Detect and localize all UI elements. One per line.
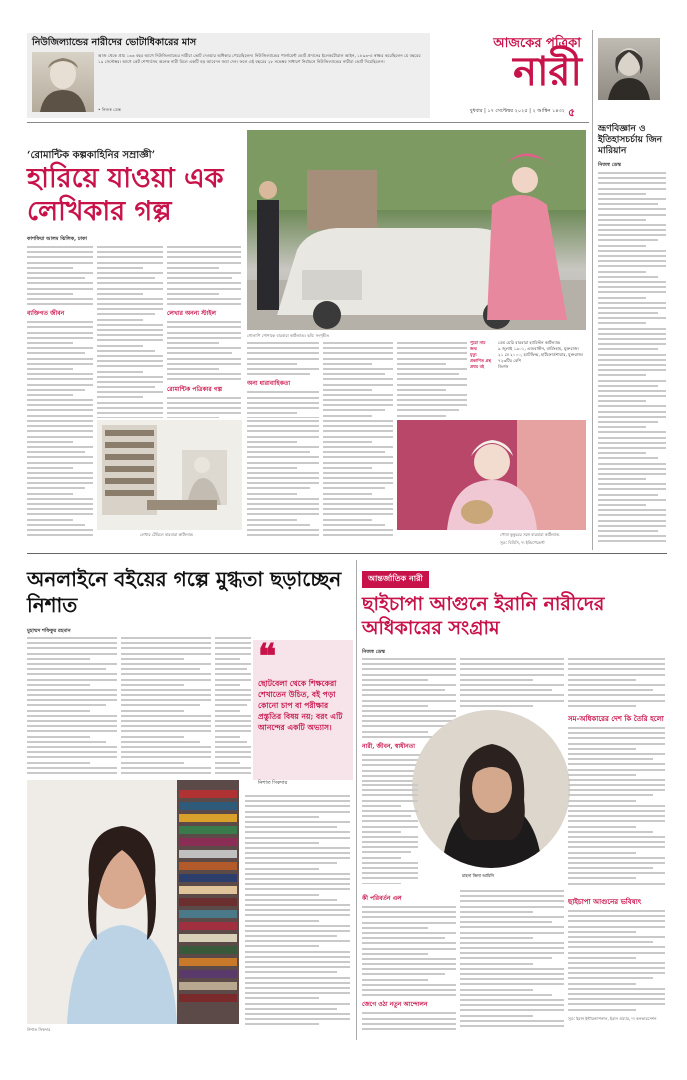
- infobox-row: প্রকাশিত গ্রন্থ ৭২৩টির বেশি: [470, 358, 521, 363]
- dateline: বুধবার | ১৭ সেপ্টেম্বর ২০২৫ | ২ আশ্বিন ১৪৩২: [469, 108, 565, 114]
- infobox-row: মৃত্যু ২১ মে ২০০০, হ্যাটফিল্ড, হার্টফোর্ডশায়ার, যুক্তরাজ্য: [470, 352, 584, 357]
- iran-col-1c: [362, 890, 456, 1030]
- iran-subhead: কী পরিবর্তন এল: [362, 895, 402, 902]
- page-number: ৫: [568, 106, 576, 119]
- infobox-row: প্রথম বই জিগস: [470, 364, 509, 369]
- iran-col-2b: [460, 890, 564, 1030]
- quote-icon: ❝: [258, 637, 277, 677]
- feature-byline: কাশফিয়া আলম ঝিলিক, ঢাকা: [27, 236, 87, 242]
- feature-col-1: [27, 246, 93, 418]
- nishat-col-1: [27, 637, 117, 777]
- feature-kicker: ‘রোমান্টিক কল্পকাহিনির সম্রাজ্ঞী’: [27, 150, 156, 161]
- feature-source: সূত্র: বিবিসি, দ্য ইন্ডিপেন্ডেন্ট: [500, 540, 545, 545]
- iran-byline: নিজস্ব ডেস্ক: [362, 649, 385, 655]
- history-source: • নিজস্ব ডেস্ক: [98, 107, 121, 112]
- feature-col-3: [167, 246, 241, 418]
- iran-col-3b: [568, 710, 665, 890]
- feature-col-8: [323, 420, 393, 536]
- intl-kicker: আন্তর্জাতিক নারী: [362, 571, 429, 588]
- infobox-row: পুরো নাম ডেম মেরি বারবারা হ্যামিল্টন কার্টল্যান্ড: [470, 340, 561, 345]
- sidebar-title: ভ্রূণবিজ্ঞান ও ইতিহাসচর্চায় জিন মারিয়ান: [598, 124, 663, 156]
- feature-subhead: লেখার অনন্য স্টাইল: [167, 310, 216, 318]
- infobox-row: জন্ম ৯ জুলাই ১৯০১, এজবাস্টন, বার্মিংহাম, যুক্তরাজ্য: [470, 346, 579, 351]
- nishat-col-4: [245, 795, 350, 1027]
- history-body: আজ থেকে প্রায় ১৩৩ বছর আগে নিউজিল্যান্ডের নারীরা ভোট দেওয়ার অধিকার পেয়েছিলেন। নিউজিল্যান্ডের পার্লামেন্ট ভোট প্রদানের ইলেকটোরাল আইন, ১৮৯৩-এ স্বাক্ষর করেছিলেন যে বছরের ১৯ সেপ্টেম্বর। আগে কেট শেপার্ডসহ অনেক নারী মিলে একটি বড় আবেদন জমা দেন। ফলে এই বছরের ২৮ নভেম্বর সাধারণ নির্বাচনে নিউজিল্যান্ডের নারীরা ভোট দিয়েছিলেন।: [98, 53, 421, 64]
- iran-headline: ছাইচাপা আগুনে ইরানি নারীদের অধিকারের সংগ্রাম: [362, 593, 605, 639]
- feature-col-6: [397, 342, 467, 418]
- pullquote-author: নিশাত সিকদার: [258, 780, 288, 786]
- mahsa-photo: [412, 710, 570, 868]
- feature-subhead: অন্য ধারাবাহিকতা: [247, 380, 291, 388]
- feature-study-photo: [97, 420, 242, 530]
- feature-study-caption: লেখার টেবিলে বারবারা কার্টল্যান্ড: [140, 532, 194, 537]
- iran-source: সূত্র: ইরান ইন্টারন্যাশনাল, ইরান ওয়্যার, দ্য কনভারসেশন: [568, 1016, 657, 1021]
- sidebar-body: [598, 172, 666, 548]
- nishat-col-3: [215, 637, 251, 777]
- feature-col-5: [323, 342, 393, 418]
- nishat-caption: নিশাত সিকদার: [27, 1027, 51, 1032]
- feature-subhead: ব্যক্তিগত জীবন: [27, 310, 65, 318]
- pullquote-text: ছোটবেলা থেকে শিক্ষকেরা শেখাতেন উচিত, বই পড়া কোনো চাপ বা পরীক্ষার প্রস্তুতির বিষয় নয়; বরং এটি আনন্দের একটি অভ্যাস।: [258, 679, 343, 732]
- mahsa-caption: মাহসা জিনা আমিনি: [462, 873, 494, 878]
- iran-subhead: জেগে ওঠা নতুন আন্দোলন: [362, 1001, 428, 1009]
- newspaper-logo: আজকের পত্রিকা: [493, 36, 581, 51]
- sidebar-byline: নিজস্ব ডেস্ক: [598, 162, 621, 168]
- history-title: নিউজিল্যান্ডের নারীদের ভোটাধিকারের মাস: [32, 37, 197, 48]
- iran-col-1b: [362, 784, 418, 884]
- section-logo: নারী: [513, 48, 582, 95]
- feature-dog-photo: [397, 420, 586, 530]
- feature-headline: হারিয়ে যাওয়া এক লেখিকার গল্প: [27, 163, 224, 227]
- feature-infobox: [470, 340, 586, 370]
- iran-subhead: নারী, জীবন, স্বাধীনতা: [362, 743, 415, 750]
- nishat-byline: মুহাম্মদ শফিকুর রহমান: [27, 628, 71, 634]
- nishat-col-2: [121, 637, 211, 777]
- iran-subhead: ছাইচাপা আগুনের ভবিষ্যৎ: [568, 897, 642, 906]
- feature-subhead: রোমান্টিক পত্রিকার গল্প: [167, 385, 223, 393]
- feature-car-caption: গোলাপি পোশাকে বারবারা কার্টল্যান্ড। ছবি: সংগৃহীত: [247, 333, 329, 338]
- feature-col-4: [247, 342, 319, 418]
- iran-subhead: সম-অধিকারের দেশ কি তৈরি হলো: [568, 714, 664, 723]
- iran-col-2: [460, 658, 564, 708]
- feature-col-1b: [27, 420, 93, 536]
- feature-col-2: [97, 246, 163, 418]
- feature-dog-caption: পোষা কুকুরের সঙ্গে বারবারা কার্টল্যান্ড: [500, 532, 560, 537]
- sidebar-portrait: [598, 38, 660, 100]
- suffragist-portrait: [32, 52, 94, 112]
- nishat-photo: [27, 780, 239, 1024]
- nishat-headline: অনলাইনে বইয়ের গল্পে মুগ্ধতা ছড়াচ্ছেন নিশাত: [27, 567, 342, 617]
- feature-car-photo: [247, 130, 586, 330]
- iran-col-3: [568, 658, 665, 708]
- feature-col-7: [247, 420, 319, 536]
- iran-col-3c: [568, 893, 665, 1013]
